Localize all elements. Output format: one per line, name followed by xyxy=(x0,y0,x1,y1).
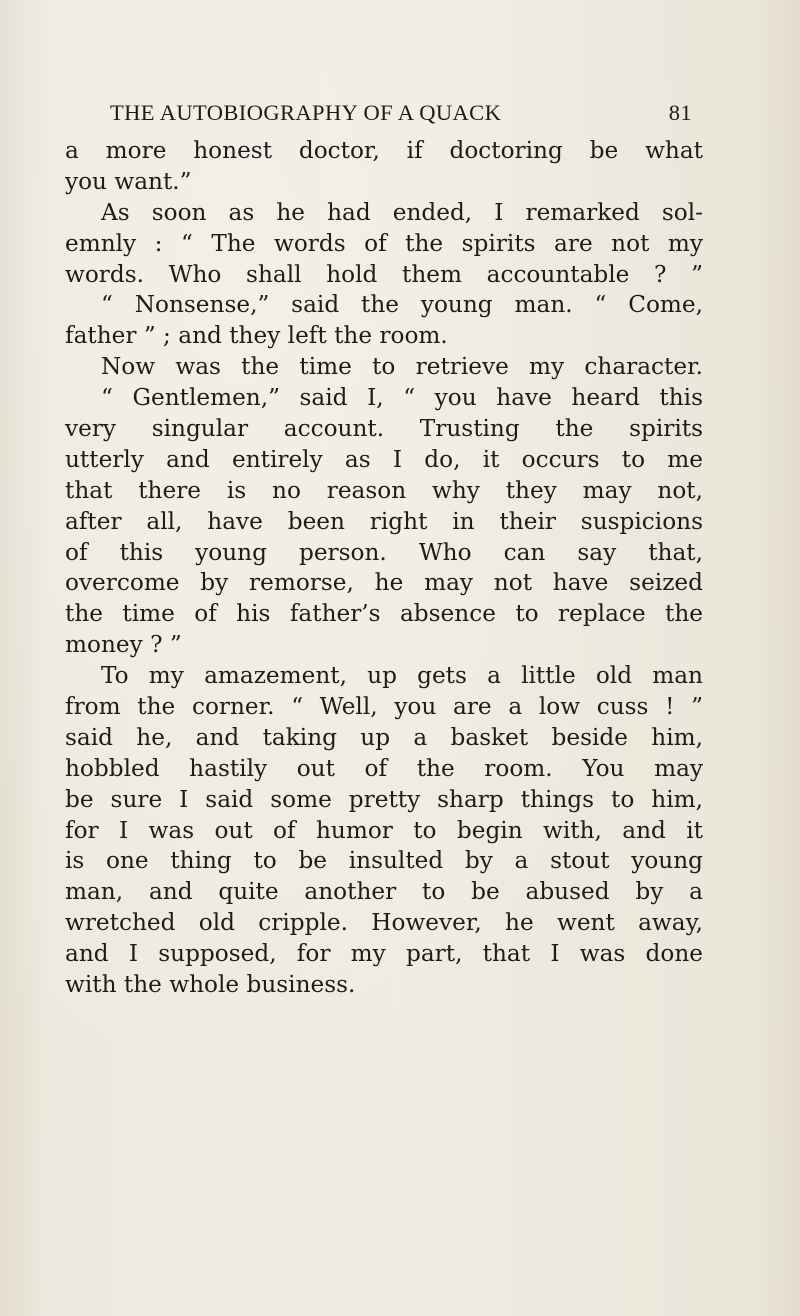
text-line: from the corner. “ Well, you are a low cuss ! ” xyxy=(65,693,703,721)
text-line: wretched old cripple. However, he went away, xyxy=(65,909,703,937)
text-line: and I supposed, for my part, that I was done xyxy=(65,940,703,968)
text-line: “ Gentlemen,” said I, “ you have heard this xyxy=(101,384,703,412)
running-header xyxy=(110,100,692,132)
text-line: hobbled hastily out of the room. You may xyxy=(65,754,703,782)
text-line: be sure I said some pretty sharp things to him, xyxy=(65,785,703,813)
text-line: Now was the time to retrieve my character. xyxy=(101,353,703,381)
text-line: utterly and entirely as I do, it occurs to me xyxy=(65,445,703,473)
text-line: To my amazement, up gets a little old man xyxy=(101,662,703,690)
text-line: with the whole business. xyxy=(65,971,356,999)
text-line: a more honest doctor, if doctoring be what xyxy=(65,137,703,164)
text-line: of this young person. Who can say that, xyxy=(65,538,703,566)
text-line: you want.” xyxy=(65,167,192,195)
text-line: As soon as he had ended, I remarked sol- xyxy=(101,198,703,226)
text-line: that there is no reason why they may not, xyxy=(65,476,703,504)
running-title: THE AUTOBIOGRAPHY OF A QUACK xyxy=(110,100,502,125)
text-line: overcome by remorse, he may not have seized xyxy=(65,569,703,597)
text-line: for I was out of humor to begin with, and it xyxy=(65,816,703,844)
text-line: is one thing to be insulted by a stout young xyxy=(65,847,703,875)
text-line: man, and quite another to be abused by a xyxy=(65,878,703,906)
text-line: words. Who shall hold them accountable ? ” xyxy=(65,260,703,288)
text-line: “ Nonsense,” said the young man. “ Come, xyxy=(101,291,703,319)
page-number: 81 xyxy=(668,100,692,125)
text-line: after all, have been right in their suspicions xyxy=(65,507,703,535)
text-line: said he, and taking up a basket beside him, xyxy=(65,723,703,751)
text-line: very singular account. Trusting the spirits xyxy=(65,415,703,443)
text-line: father ” ; and they left the room. xyxy=(65,322,448,350)
body-text xyxy=(65,136,703,1001)
text-line: the time of his father’s absence to replace the xyxy=(65,600,703,628)
text-line: emnly : “ The words of the spirits are not my xyxy=(65,229,703,257)
text-line: money ? ” xyxy=(65,631,182,659)
